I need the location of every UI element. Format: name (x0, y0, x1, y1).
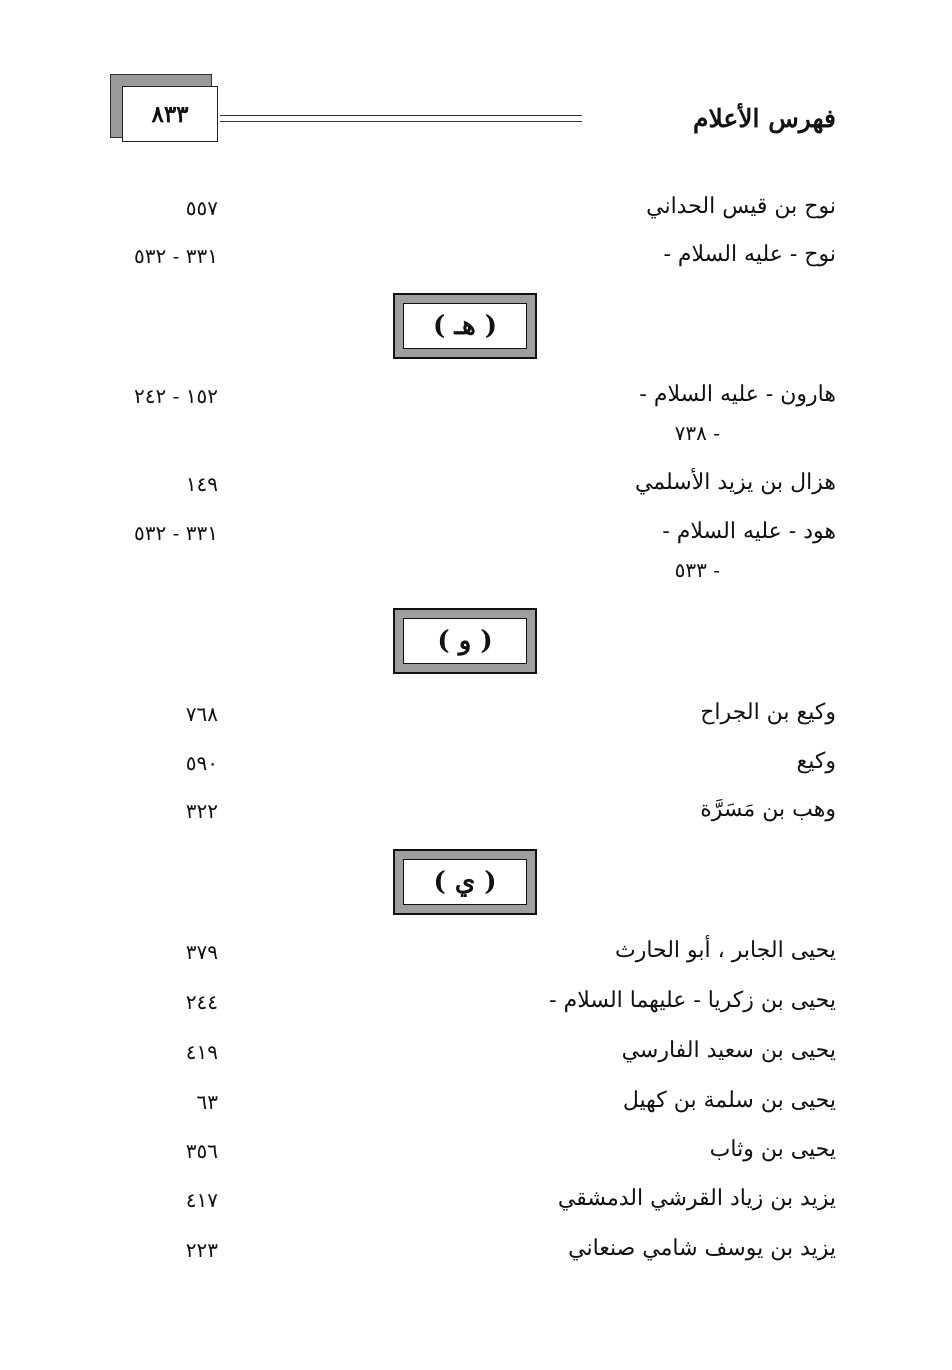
entry-name: يحيى بن وثاب (709, 1137, 836, 1162)
entry-name: نوح - عليه السلام - (663, 242, 836, 267)
entry-pages: ٣٣١ - ٥٣٢ (134, 521, 218, 545)
entry-pages: ٧٦٨ (185, 702, 218, 726)
entry-name: يحيى بن سعيد الفارسي (621, 1038, 836, 1063)
entry-name: يزيد بن زياد القرشي الدمشقي (557, 1186, 836, 1211)
page-number-box (122, 86, 218, 142)
entry-name: يحيى الجابر ، أبو الحارث (614, 938, 836, 963)
entry-name: نوح بن قيس الحداني (646, 194, 836, 219)
entry-name: وكيع (796, 749, 836, 774)
section-header-ha (393, 293, 537, 359)
entry-pages: ٤١٧ (185, 1188, 218, 1212)
section-letter: ( ي ) (403, 859, 527, 905)
page-number: ٨٣٣ (151, 100, 189, 128)
entry-pages: ٤١٩ (185, 1040, 218, 1064)
entry-name: هزال بن يزيد الأسلمي (634, 470, 836, 495)
entry-pages: ٦٣ (196, 1090, 218, 1114)
entry-pages: ٣٣١ - ٥٣٢ (134, 244, 218, 268)
header-rule (220, 115, 582, 122)
entry-pages: ١٥٢ - ٢٤٢ (134, 384, 218, 408)
entry-pages: ٥٩٠ (185, 751, 218, 775)
entry-pages: ٥٥٧ (185, 196, 218, 220)
entry-name: يزيد بن يوسف شامي صنعاني (568, 1236, 836, 1261)
entry-pages: ١٤٩ (185, 472, 218, 496)
entry-pages: ٢٤٤ (185, 990, 218, 1014)
section-header-ya (393, 849, 537, 915)
entry-pages: ٣٧٩ (185, 940, 218, 964)
page-title: فهرس الأعلام (692, 104, 836, 133)
entry-pages-continued: - ٥٣٣ (674, 558, 720, 582)
entry-name: يحيى بن زكريا - عليهما السلام - (549, 988, 836, 1013)
entry-name: وكيع بن الجراح (700, 700, 836, 725)
entry-name: هود - عليه السلام - (662, 519, 836, 544)
section-header-waw (393, 608, 537, 674)
entry-name: وهب بن مَسَرَّة (700, 797, 836, 822)
entry-name: يحيى بن سلمة بن كهيل (622, 1088, 836, 1113)
entry-pages-continued: - ٧٣٨ (674, 421, 720, 445)
entry-pages: ٢٢٣ (185, 1238, 218, 1262)
section-letter: ( هـ ) (403, 303, 527, 349)
entry-pages: ٣٥٦ (185, 1139, 218, 1163)
section-letter: ( و ) (403, 618, 527, 664)
entry-name: هارون - عليه السلام - (639, 382, 836, 407)
entry-pages: ٣٢٢ (185, 799, 218, 823)
